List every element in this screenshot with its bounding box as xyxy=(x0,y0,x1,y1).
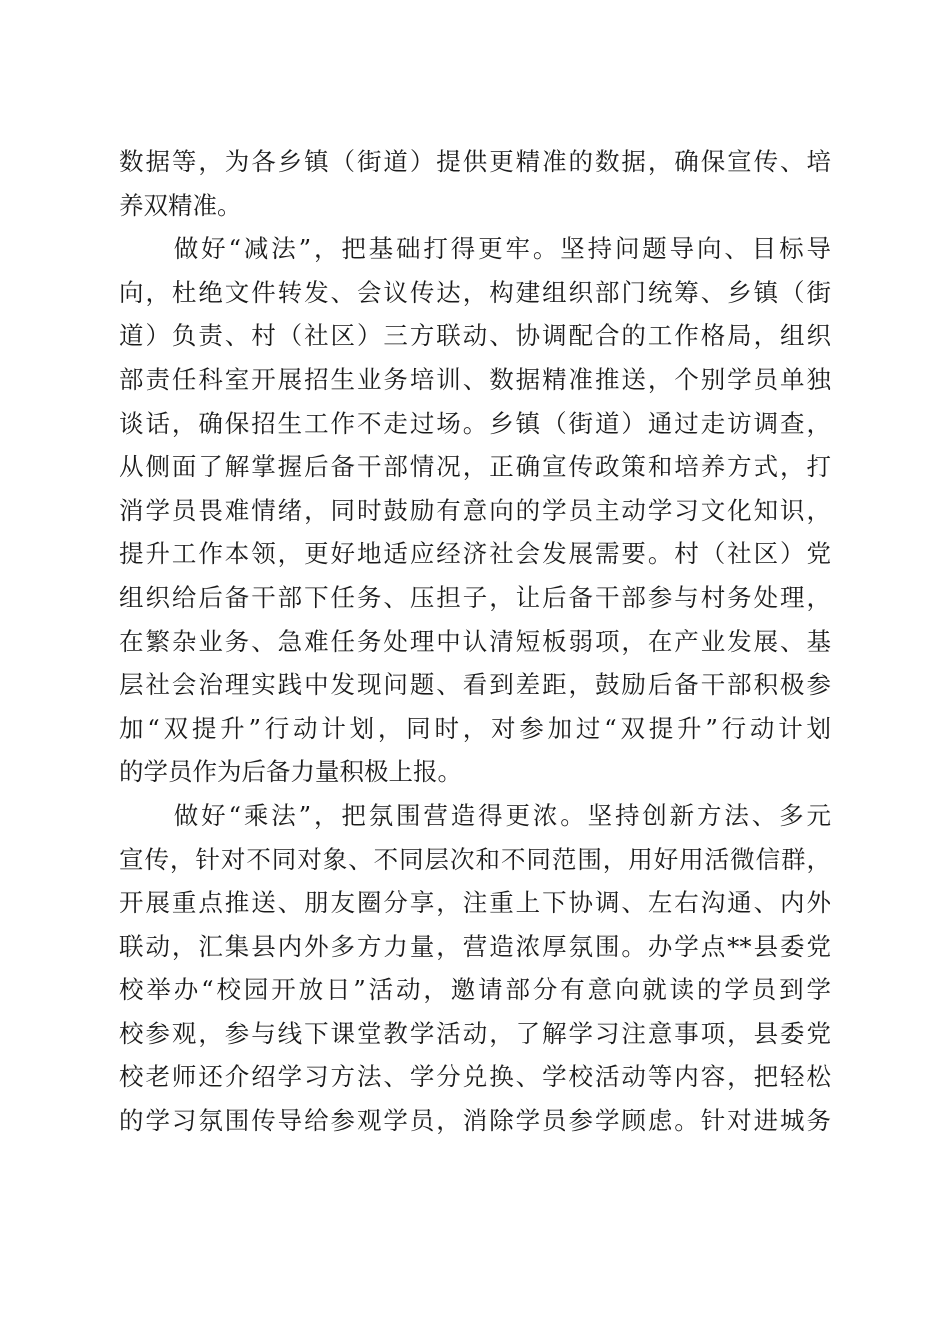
text-line: 向，杜绝文件转发、会议传达，构建组织部门统筹、乡镇（街 xyxy=(119,277,831,307)
text-line: 谈话，确保招生工作不走过场。乡镇（街道）通过走访调查， xyxy=(119,408,831,438)
text-line: 校参观，参与线下课堂教学活动，了解学习注意事项，县委党 xyxy=(119,1018,831,1048)
text-line: 层社会治理实践中发现问题、看到差距，鼓励后备干部积极参 xyxy=(119,670,831,700)
text-line: 开展重点推送、朋友圈分享，注重上下协调、左右沟通、内外 xyxy=(119,888,831,918)
text-line: 的学员作为后备力量积极上报。 xyxy=(119,757,462,787)
text-line: 宣传，针对不同对象、不同层次和不同范围，用好用活微信群， xyxy=(119,844,831,874)
text-line: 从侧面了解掌握后备干部情况，正确宣传政策和培养方式，打 xyxy=(119,452,831,482)
text-line: 道）负责、村（社区）三方联动、协调配合的工作格局，组织 xyxy=(119,321,831,351)
text-line: 养双精准。 xyxy=(119,190,242,220)
text-line: 做好“乘法”，把氛围营造得更浓。坚持创新方法、多元 xyxy=(119,800,831,830)
text-line: 数据等，为各乡镇（街道）提供更精准的数据，确保宣传、培 xyxy=(119,147,831,176)
text-line: 消学员畏难情绪，同时鼓励有意向的学员主动学习文化知识， xyxy=(119,495,831,525)
document-body xyxy=(119,140,831,1143)
text-line: 组织给后备干部下任务、压担子，让后备干部参与村务处理， xyxy=(119,582,831,612)
text-line: 在繁杂业务、急难任务处理中认清短板弱项，在产业发展、基 xyxy=(119,626,831,656)
text-line: 加“双提升”行动计划，同时，对参加过“双提升”行动计划 xyxy=(119,713,831,743)
text-line: 的学习氛围传导给参观学员，消除学员参学顾虑。针对进城务 xyxy=(119,1106,831,1136)
text-line: 做好“减法”，把基础打得更牢。坚持问题导向、目标导 xyxy=(119,234,831,264)
text-line: 部责任科室开展招生业务培训、数据精准推送，个别学员单独 xyxy=(119,364,831,394)
text-line: 提升工作本领，更好地适应经济社会发展需要。村（社区）党 xyxy=(119,539,831,569)
text-line: 联动，汇集县内外多方力量，营造浓厚氛围。办学点**县委党 xyxy=(119,931,831,961)
text-line: 校老师还介绍学习方法、学分兑换、学校活动等内容，把轻松 xyxy=(119,1062,831,1092)
text-line: 校举办“校园开放日”活动，邀请部分有意向就读的学员到学 xyxy=(119,975,831,1005)
